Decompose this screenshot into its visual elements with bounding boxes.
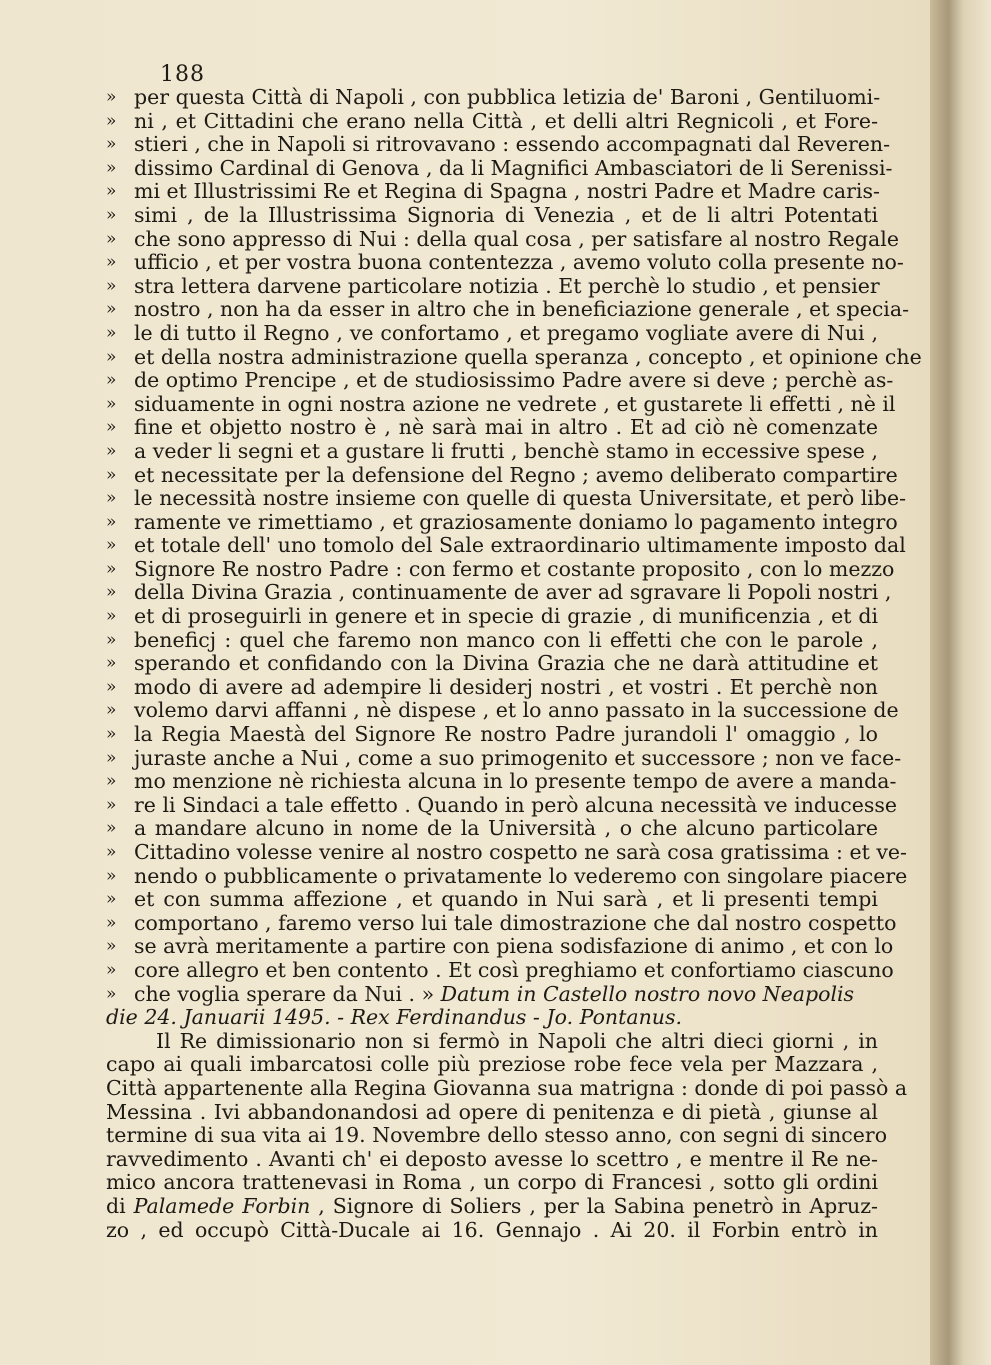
quoted-line [106,180,878,204]
quote-mark: » [106,936,117,957]
line-text: et di proseguirli in genere et in specie di grazie , di munificenzia , et di [134,604,878,629]
quote-mark: » [106,275,117,296]
quote-mark: » [106,889,117,910]
line-text: mico ancora trattenevasi in Roma , un corpo di Francesi , sotto gli ordini [106,1170,878,1195]
paragraph-line [106,1171,878,1195]
paragraph-line [106,1148,878,1172]
body-text [106,85,922,1242]
quoted-line [106,840,907,865]
line-text: de optimo Prencipe , et de studiosissimo Padre avere si deve ; perchè as- [134,368,894,393]
line-text: et necessitate per la defensione del Regno ; avemo deliberato compartire [134,462,898,487]
line-text: la Regia Maestà del Signore Re nostro Padre jurandoli l' omaggio , lo [134,722,878,747]
quote-mark: » [106,228,117,249]
quote-mark: » [106,606,117,627]
quote-mark: » [106,959,117,980]
quote-mark: » [106,157,117,178]
line-text: della Divina Grazia , continuamente de aver ad sgravare li Popoli nostri , [134,580,892,605]
line-text: et con summa affezione , et quando in Nui sarà , et li presenti tempi [134,887,878,912]
line-text: et totale dell' uno tomolo del Sale extraordinario ultimamente imposto dal [134,533,906,558]
closing-text: che voglia sperare da Nui . » [134,981,435,1006]
line-text: termine di sua vita ai 19. Novembre dello stesso anno, con segni di sincero [106,1123,888,1148]
line-text: se avrà meritamente a partire con piena sodisfazione di animo , et con lo [134,934,894,959]
quoted-line [106,888,878,912]
quoted-line [106,368,894,393]
book-gutter [930,0,991,1365]
line-text: et della nostra administrazione quella speranza , concepto , et opinione che [134,344,922,369]
line-text: comportano , faremo verso lui tale dimostrazione che dal nostro cospetto [134,910,897,935]
quoted-line [106,110,878,134]
quote-mark: » [106,87,117,107]
quoted-line [106,486,907,511]
quoted-line [106,297,910,322]
quote-mark: » [106,511,117,532]
paragraph-line [106,1195,878,1219]
quote-mark: » [106,912,117,933]
line-text [106,1195,878,1219]
quoted-line [106,817,878,841]
quoted-line [106,85,881,110]
quote-mark: » [106,181,117,202]
line-text: a veder li segni et a gustare li frutti , benchè stamo in eccessive spese , [134,438,878,463]
quoted-line [106,863,908,889]
quoted-line [106,509,898,535]
quote-mark: » [106,676,117,697]
line-text: zo , ed occupò Città-Ducale ai 16. Gennajo . Ai 20. il Forbin entrò in [106,1217,878,1242]
quote-mark: » [106,747,117,768]
line-text: dissimo Cardinal di Genova , da li Magnifici Ambasciatori de li Serenissi- [134,155,893,180]
line-fragment: di [106,1193,134,1218]
line-text: nostro , non ha da esser in altro che in beneficiazione generale , et specia- [134,297,910,322]
quoted-line [106,745,902,771]
quoted-line [106,250,904,275]
quote-mark: » [106,724,117,745]
quote-mark: » [106,653,117,674]
line-text: capo ai quali imbarcatosi colle più preziose robe fece vela per Mazzara , [106,1052,878,1077]
line-text: nendo o pubblicamente o privatamente lo vederemo con singolare piacere [134,863,908,888]
quoted-line [106,629,878,653]
datum-italic: Datum in Castello nostro novo Neapolis [434,981,855,1006]
line-text [134,983,878,1007]
line-fragment: , Signore di Soliers , per la Sabina penetrò in Apruz- [310,1193,878,1218]
quoted-line [106,533,906,558]
quote-mark: » [106,370,117,391]
paragraph-line [106,1123,888,1148]
quoted-line [106,605,878,629]
quote-mark: » [106,558,117,579]
quoted-line [106,556,895,582]
quoted-line [106,698,899,723]
quoted-line [106,275,878,299]
quote-mark: » [106,842,117,862]
quote-mark: » [106,134,117,155]
quote-mark: » [106,629,117,650]
line-text: stra lettera darvene particolare notizia . Et perchè lo studio , et pensier [134,273,880,298]
line-text: Signore Re nostro Padre : con fermo et costante proposito , con lo mezzo [134,556,895,581]
quoted-line [106,391,896,417]
line-text: juraste anche a Nui , come a suo primogenito et successore ; non ve face- [134,745,902,770]
line-text: Città appartenente alla Regina Giovanna sua matrigna : donde di poi passò a [106,1075,908,1100]
quote-mark: » [106,322,117,343]
quoted-line [106,344,922,370]
quote-mark: » [106,983,117,1004]
quote-mark: » [106,204,117,225]
quote-mark: » [106,488,117,509]
quoted-line [106,204,878,228]
quoted-line [106,322,878,346]
line-text: die 24. Januarii 1495. - Rex Ferdinandus - Jo. Pontanus. [106,1005,683,1030]
quote-mark: » [106,582,117,603]
quote-mark: » [106,700,117,721]
line-text: core allegro et ben contento . Et così preghiamo et confortiamo ciascuno [134,957,894,982]
line-text: siduamente in ogni nostra azione ne vedrete , et gustarete li effetti , nè il [134,391,896,416]
line-text: Il Re dimissionario non si fermò in Napoli che altri dieci giorni , in [156,1028,878,1053]
quoted-line [106,934,894,959]
line-text: a mandare alcuno in nome de la Università , o che alcuno particolare [134,816,878,841]
line-text: ravvedimento . Avanti ch' ei deposto avesse lo scettro , e mentre il Re ne- [106,1146,878,1171]
quote-mark: » [106,440,117,461]
line-text: mi et Illustrissimi Re et Regina di Spagna , nostri Padre et Madre caris- [134,179,880,204]
line-text: mo menzione nè richiesta alcuna in lo presente tempo de avere a manda- [134,769,897,794]
quote-mark: » [106,865,117,886]
line-text: Messina . Ivi abbandonandosi ad opere di penitenza e di pietà , giunse al [106,1099,878,1124]
line-text: simi , de la Illustrissima Signoria di Venezia , et de li altri Potentati [134,202,878,227]
line-text: stieri , che in Napoli si ritrovavano : essendo accompagnati dal Reveren- [134,132,891,157]
quoted-line [106,580,892,605]
line-text: ni , et Cittadini che erano nella Città , et delli altri Regnicoli , et Fore- [134,108,878,133]
quote-mark: » [106,299,117,320]
line-text: beneficj : quel che faremo non manco con li effetti che con le parole , [134,627,878,652]
quoted-line [106,416,878,440]
quoted-line [106,462,898,488]
quoted-line [106,226,899,252]
quoted-line [106,769,897,794]
line-text: ufficio , et per vostra buona contentezza , avemo voluto colla presente no- [134,250,904,275]
quoted-line [106,155,893,181]
quote-mark: » [106,464,117,485]
line-text: fine et objetto nostro è , nè sarà mai in altro . Et ad ciò nè comenzate [134,415,878,440]
line-text: re li Sindaci a tale effetto . Quando in però alcuna necessità ve inducesse [134,792,898,817]
line-text: volemo darvi affanni , nè dispese , et lo anno passato in la successione de [134,698,899,723]
quote-mark: » [106,346,117,367]
closing-line [106,983,878,1007]
quote-mark: » [106,535,117,556]
line-text: che sono appresso di Nui : della qual cosa , per satisfare al nostro Regale [134,226,899,251]
quote-mark: » [106,818,117,839]
quote-mark: » [106,393,117,414]
name-italic: Palamede Forbin [133,1193,311,1218]
line-text: le necessità nostre insieme con quelle di questa Universitate, et però libe- [134,486,907,511]
paragraph-line [106,1075,908,1101]
line-text: modo di avere ad adempire li desiderj nostri , et vostri . Et perchè non [134,674,878,699]
line-text: Cittadino volesse venire al nostro cospetto ne sarà cosa gratissima : et ve- [134,840,907,864]
quote-mark: » [106,252,117,273]
dateline [106,1006,878,1030]
quote-mark: » [106,110,117,131]
quoted-line [106,792,898,818]
quoted-line [106,652,878,676]
quoted-line [106,723,878,747]
paragraph-line [106,1219,878,1243]
line-text: sperando et confidando con la Divina Grazia che ne darà attitudine et [134,651,878,676]
quoted-line [106,957,894,983]
quote-mark: » [106,794,117,815]
line-text: per questa Città di Napoli , con pubblica letizia de' Baroni , Gentiluomi- [134,85,881,109]
paragraph-line [106,1030,878,1054]
quoted-line [106,910,897,936]
quoted-line [106,440,878,464]
paragraph-line [106,1101,878,1125]
quoted-line [106,676,878,700]
line-text: ramente ve rimettiamo , et graziosamente doniamo lo pagamento integro [134,509,898,534]
page-number: 188 [160,62,205,87]
line-text: le di tutto il Regno , ve confortamo , et pregamo vogliate avere di Nui , [134,320,878,345]
quoted-line [106,132,891,157]
quote-mark: » [106,771,117,792]
paragraph-line [106,1053,878,1077]
quote-mark: » [106,417,117,438]
